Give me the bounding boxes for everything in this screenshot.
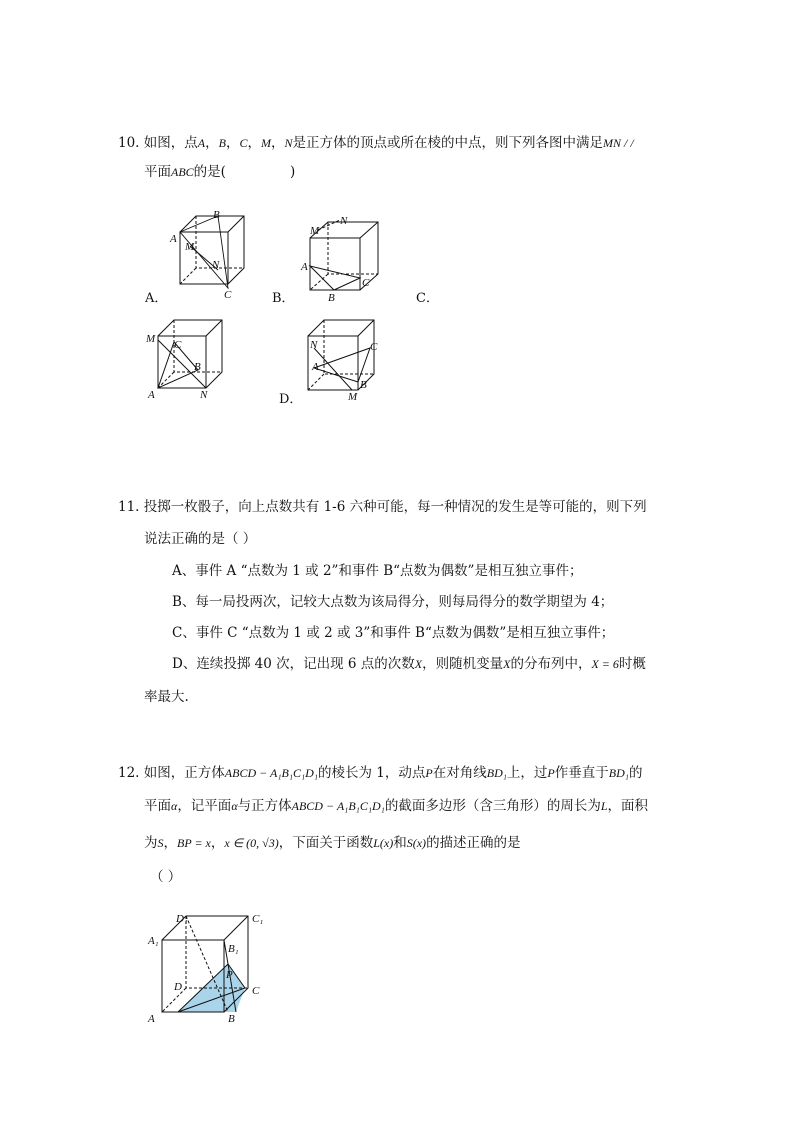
svg-text:B: B [328,292,335,302]
q11-stem1: 投掷一枚骰子，向上点数共有 1-6 六种可能，每一种情况的发生是等可能的，则下列 [143,499,647,515]
svg-text:N: N [340,215,348,227]
q11-option-d[interactable]: D、连续投掷 40 次，记出现 6 点的次数X，则随机变量X的分布列中，X = 6时概 [172,656,646,672]
svg-text:M: M [146,333,156,345]
q11-line1 [118,498,647,516]
svg-text:A: A [170,233,177,245]
svg-text:C: C [370,341,378,353]
q12-number: 12. [118,765,140,781]
q10-figure-d [300,318,386,404]
svg-text:A: A [301,261,308,273]
svg-text:A: A [148,1013,155,1025]
q11-option-a[interactable]: A、事件 A “点数为 1 或 2”和事件 B“点数为偶数”是相互独立事件； [172,563,583,579]
q10-line1: 10. 如图，点A，B，C，M，N是正方体的顶点或所在棱的中点，则下列各图中满足MN / / [118,135,634,151]
svg-text:C: C [252,985,260,997]
q10-number: 10. [118,135,140,151]
svg-text:M: M [185,241,195,253]
svg-text:D₁: D₁ [176,913,188,925]
svg-text:N: N [200,389,208,401]
q10-option-a[interactable]: A． [145,291,168,306]
q10-figure-c [144,318,228,404]
q10-plane: ABC [171,165,194,179]
q12-cube-figure [144,910,270,1026]
q10-option-c[interactable]: C． [416,291,439,306]
svg-text:A: A [312,361,319,373]
q10-text2: 是正方体的顶点或所在棱的中点，则下列各图中满足 [292,135,603,151]
svg-text:C: C [174,339,182,351]
q11-line2: 说法正确的是（ ） [144,531,257,547]
q11-option-c[interactable]: C、事件 C “点数为 1 或 2 或 3”和事件 B“点数为偶数”是相互独立事件； [172,625,615,641]
q12-line1: 12. 如图，正方体ABCD − A₁B₁C₁D₁的棱长为 1，动点P在对角线BD₁上，过P作垂直于BD₁的 [118,765,643,781]
svg-text:B: B [228,1013,235,1025]
svg-text:M: M [310,225,320,237]
svg-text:N: N [310,339,318,351]
q12-line3: 为S，BP = x，x ∈ (0, √3)，下面关于函数L(x)和S(x)的描述正确的是 [144,835,521,851]
q10-relation: MN / / [603,136,634,150]
svg-text:B: B [213,209,220,221]
q11-option-b[interactable]: B、每一局投两次，记较大点数为该局得分，则每局得分的数学期望为 4； [172,594,614,610]
q12-answer-paren: （ ） [150,869,182,885]
svg-text:A₁: A₁ [148,935,159,947]
svg-text:P: P [226,969,233,981]
q10-figure-b [300,212,380,302]
svg-text:C: C [224,289,232,300]
q10-figure-a [166,208,246,300]
svg-text:A: A [148,389,155,401]
q10-line2: 平面ABC的是( ) [144,164,296,180]
q10-option-b[interactable]: B． [272,291,295,306]
svg-text:C: C [362,277,370,289]
svg-text:B: B [194,361,201,373]
q11-option-d-cont: 率最大. [144,689,189,705]
svg-text:C₁: C₁ [252,913,264,925]
q10-text1: 如图，点 [143,135,198,151]
q10-option-d[interactable]: D． [279,392,303,407]
q11-number: 11. [118,499,140,515]
q12-line2: 平面α，记平面α与正方体ABCD − A₁B₁C₁D₁的截面多边形（含三角形）的周长为L，面积 [144,798,649,814]
svg-text:B: B [360,379,367,391]
svg-text:N: N [212,259,220,271]
svg-text:B₁: B₁ [228,943,239,955]
svg-text:M: M [348,391,358,403]
svg-text:D: D [174,981,182,993]
